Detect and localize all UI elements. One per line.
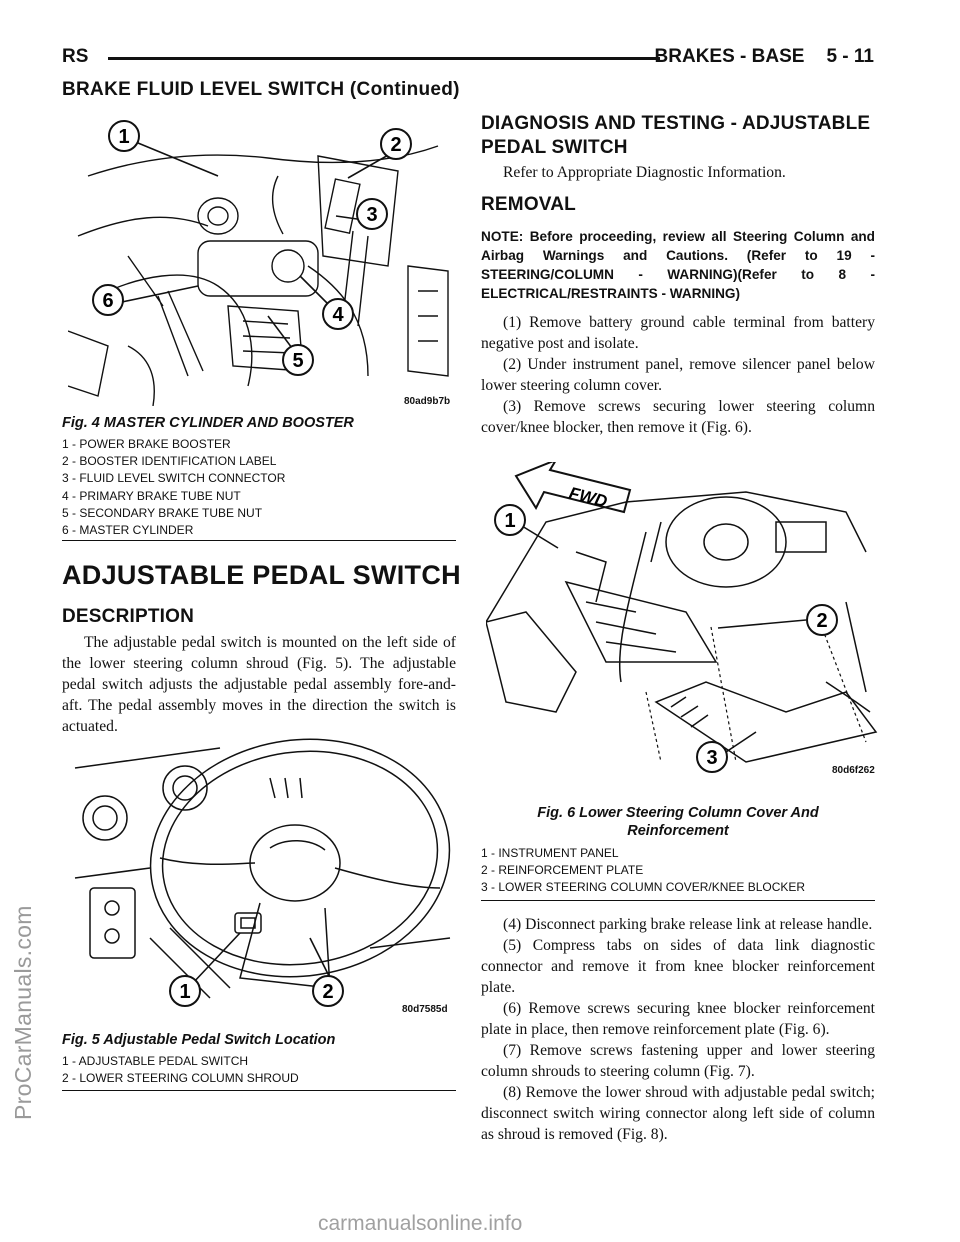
- fig4-illustration: [68, 116, 454, 406]
- fig6-legend: [481, 845, 805, 897]
- removal-steps-a: [481, 312, 875, 438]
- diagnosis-text: Refer to Appropriate Diagnostic Information.: [503, 164, 786, 181]
- removal-step: (8) Remove the lower shroud with adjustable pedal switch; disconnect switch wiring connector along left side of column as shroud is removed (Fig. 8).: [481, 1084, 875, 1143]
- header-chapter: BRAKES - BASE: [654, 46, 805, 67]
- fig6-callout-2: 2: [816, 610, 828, 632]
- fig6-code: 80d6f262: [832, 765, 875, 776]
- fig4-callout-2: 2: [390, 134, 402, 156]
- fig4-legend-item: 4 - PRIMARY BRAKE TUBE NUT: [62, 488, 241, 503]
- page-number: 5 - 11: [826, 46, 874, 67]
- fig4-legend: [62, 436, 285, 539]
- description-body: [62, 632, 456, 737]
- description-heading: DESCRIPTION: [62, 606, 195, 627]
- fig4-callout-4: 4: [332, 304, 344, 326]
- fig4-caption: Fig. 4 MASTER CYLINDER AND BOOSTER: [62, 415, 354, 431]
- fig4-callout-6: 6: [102, 290, 114, 312]
- fig5-illustration: [70, 738, 454, 1014]
- fig6-legend-item: 2 - REINFORCEMENT PLATE: [481, 863, 644, 878]
- fig4-legend-item: 1 - POWER BRAKE BOOSTER: [62, 437, 231, 451]
- fwd-label: FWD: [567, 483, 610, 512]
- removal-step: (7) Remove screws fastening upper and lower steering column shrouds to steering column (Fig. 7).: [481, 1042, 875, 1080]
- side-watermark: ProCarManuals.com: [10, 905, 36, 1120]
- fig4-legend-item: 5 - SECONDARY BRAKE TUBE NUT: [62, 505, 263, 520]
- fig5-legend: [62, 1053, 299, 1087]
- removal-step: (2) Under instrument panel, remove silencer panel below lower steering column cover.: [481, 356, 875, 394]
- steering-column-drawing: [70, 738, 454, 1014]
- fig6-legend-item: 3 - LOWER STEERING COLUMN COVER/KNEE BLOCKER: [481, 880, 806, 895]
- fig6-caption: [481, 804, 875, 840]
- removal-step: (3) Remove screws securing lower steering column cover/knee blocker, then remove it (Fig. 6).: [481, 398, 875, 436]
- continued-heading: BRAKE FLUID LEVEL SWITCH (Continued): [62, 79, 460, 100]
- fig5-legend-item: 2 - LOWER STEERING COLUMN SHROUD: [62, 1071, 299, 1086]
- fig5-callout-1: 1: [179, 981, 191, 1003]
- removal-heading: REMOVAL: [481, 194, 576, 215]
- section-title-adjustable-pedal-switch: ADJUSTABLE PEDAL SWITCH: [62, 560, 461, 590]
- removal-step: (5) Compress tabs on sides of data link diagnostic connector and remove it from knee blocker reinforcement plate.: [481, 937, 875, 996]
- footer-watermark: carmanualsonline.info: [318, 1212, 523, 1235]
- fig4-bottom-rule: [62, 540, 456, 541]
- description-text: The adjustable pedal switch is mounted on the left side of the lower steering column shroud (Fig. 5). The adjustable pedal switch adjusts the adjustable pedal assembly fore-and-aft. The pedal assembly moves in the direction the switch is actuated.: [62, 634, 456, 735]
- fig6-bottom-rule: [481, 900, 875, 901]
- fig5-code: 80d7585d: [402, 1004, 448, 1015]
- fig5-legend-item: 1 - ADJUSTABLE PEDAL SWITCH: [62, 1054, 249, 1068]
- fig4-legend-item: 2 - BOOSTER IDENTIFICATION LABEL: [62, 454, 277, 469]
- header-section-code: RS: [62, 46, 89, 67]
- master-cylinder-drawing: [68, 116, 454, 406]
- diagnosis-heading-line1: DIAGNOSIS AND TESTING - ADJUSTABLE: [481, 113, 871, 134]
- fig4-callout-3: 3: [366, 204, 378, 226]
- diagnosis-body: [481, 162, 875, 183]
- fig4-legend-item: 3 - FLUID LEVEL SWITCH CONNECTOR: [62, 471, 286, 486]
- fig4-callout-1: 1: [118, 126, 130, 148]
- fig6-caption-line2: Reinforcement: [627, 823, 729, 839]
- diagnosis-heading: [481, 112, 870, 160]
- header-rule: [108, 57, 660, 60]
- fwd-arrow-icon: [516, 462, 630, 512]
- fig5-caption: Fig. 5 Adjustable Pedal Switch Location: [62, 1032, 336, 1048]
- fig5-callout-2: 2: [322, 981, 334, 1003]
- removal-note: NOTE: Before proceeding, review all Steering Column and Airbag Warnings and Cautions. (Refer to 19 - STEERING/COLUMN - WARNING)(Refer to 8 - ELECTRICAL/RESTRAINTS - WARNING): [481, 229, 875, 301]
- removal-steps-b: [481, 914, 875, 1145]
- fig6-caption-line1: Fig. 6 Lower Steering Column Cover And: [537, 805, 819, 821]
- diagnosis-heading-line2: PEDAL SWITCH: [481, 137, 628, 158]
- knee-blocker-drawing: [486, 462, 880, 774]
- fig6-callout-1: 1: [504, 510, 516, 532]
- fig4-callout-5: 5: [292, 350, 304, 372]
- fig6-callout-3: 3: [706, 747, 718, 769]
- fig4-code: 80ad9b7b: [404, 396, 451, 407]
- fig5-bottom-rule: [62, 1090, 456, 1091]
- header-title: [655, 46, 874, 68]
- removal-step: (6) Remove screws securing knee blocker reinforcement plate in place, then remove reinforcement plate (Fig. 6).: [481, 1000, 875, 1038]
- fig6-illustration: [486, 462, 880, 774]
- fig6-legend-item: 1 - INSTRUMENT PANEL: [481, 846, 619, 860]
- removal-step: (1) Remove battery ground cable terminal from battery negative post and isolate.: [481, 314, 875, 352]
- fig4-legend-item: 6 - MASTER CYLINDER: [62, 523, 194, 538]
- removal-step: (4) Disconnect parking brake release link at release handle.: [503, 916, 873, 933]
